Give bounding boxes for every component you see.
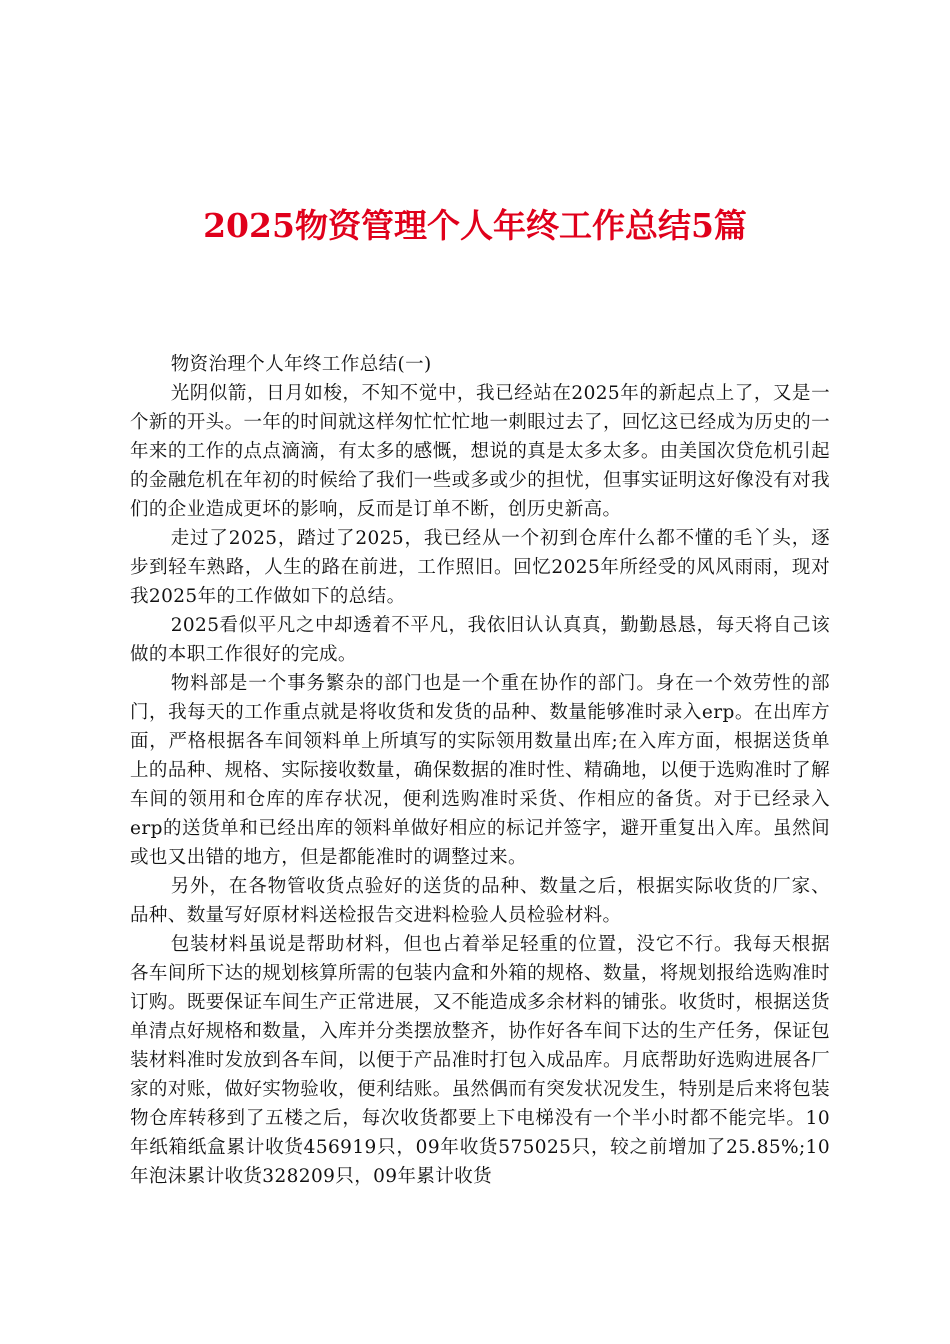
paragraph: 光阴似箭，日月如梭，不知不觉中，我已经站在2025年的新起点上了，又是一个新的开头。一年的时间就这样匆忙忙忙地一刺眼过去了，回忆这已经成为历史的一年来的工作的点点滴滴，有太多的感慨，想说的真是太多太多。由美国次贷危机引起的金融危机在年初的时候给了我们一些或多或少的担忧，但事实证明这好像没有对我们的企业造成更坏的影响，反而是订单不断，创历史新高。 (130, 383, 830, 520)
paragraph: 包装材料虽说是帮助材料，但也占着举足轻重的位置，没它不行。我每天根据各车间所下达的规划核算所需的包装内盒和外箱的规格、数量，将规划报给选购准时订购。既要保证车间生产正常进展，又不能造成多余材料的铺张。收货时，根据送货单清点好规格和数量，入库并分类摆放整齐，协作好各车间下达的生产任务，保证包装材料准时发放到各车间，以便于产品准时打包入成品库。月底帮助好选购进展各厂家的对账，做好实物验收，便利结账。虽然偶而有突发状况发生，特别是后来将包装物仓库转移到了五楼之后，每次收货都要上下电梯没有一个半小时都不能完毕。10年纸箱纸盒累计收货456919只，09年收货575025只，较之前增加了25.85%;10年泡沫累计收货328209只，09年累计收货 (130, 934, 830, 1187)
document-body (130, 350, 830, 1191)
paragraph: 2025看似平凡之中却透着不平凡，我依旧认认真真，勤勤恳恳，每天将自己该做的本职工作很好的完成。 (130, 615, 830, 665)
paragraph: 走过了2025，踏过了2025，我已经从一个初到仓库什么都不懂的毛丫头，逐步到轻车熟路，人生的路在前进，工作照旧。回忆2025年所经受的风风雨雨，现对我2025年的工作做如下的总结。 (130, 528, 830, 607)
paragraph: 另外，在各物管收货点验好的送货的品种、数量之后，根据实际收货的厂家、品种、数量写好原材料送检报告交进料检验人员检验材料。 (130, 876, 830, 926)
document-title: 2025物资管理个人年终工作总结5篇 (203, 206, 747, 245)
paragraph: 物料部是一个事务繁杂的部门也是一个重在协作的部门。身在一个效劳性的部门，我每天的工作重点就是将收货和发货的品种、数量能够准时录入erp。在出库方面，严格根据各车间领料单上所填写的实际领用数量出库;在入库方面，根据送货单上的品种、规格、实际接收数量，确保数据的准时性、精确地，以便于选购准时了解车间的领用和仓库的库存状况，便利选购准时采货、作相应的备货。对于已经录入erp的送货单和已经出库的领料单做好相应的标记并签字，避开重复出入库。虽然间或也又出错的地方，但是都能准时的调整过来。 (130, 673, 830, 868)
section-heading: 物资治理个人年终工作总结(一) (170, 354, 432, 375)
